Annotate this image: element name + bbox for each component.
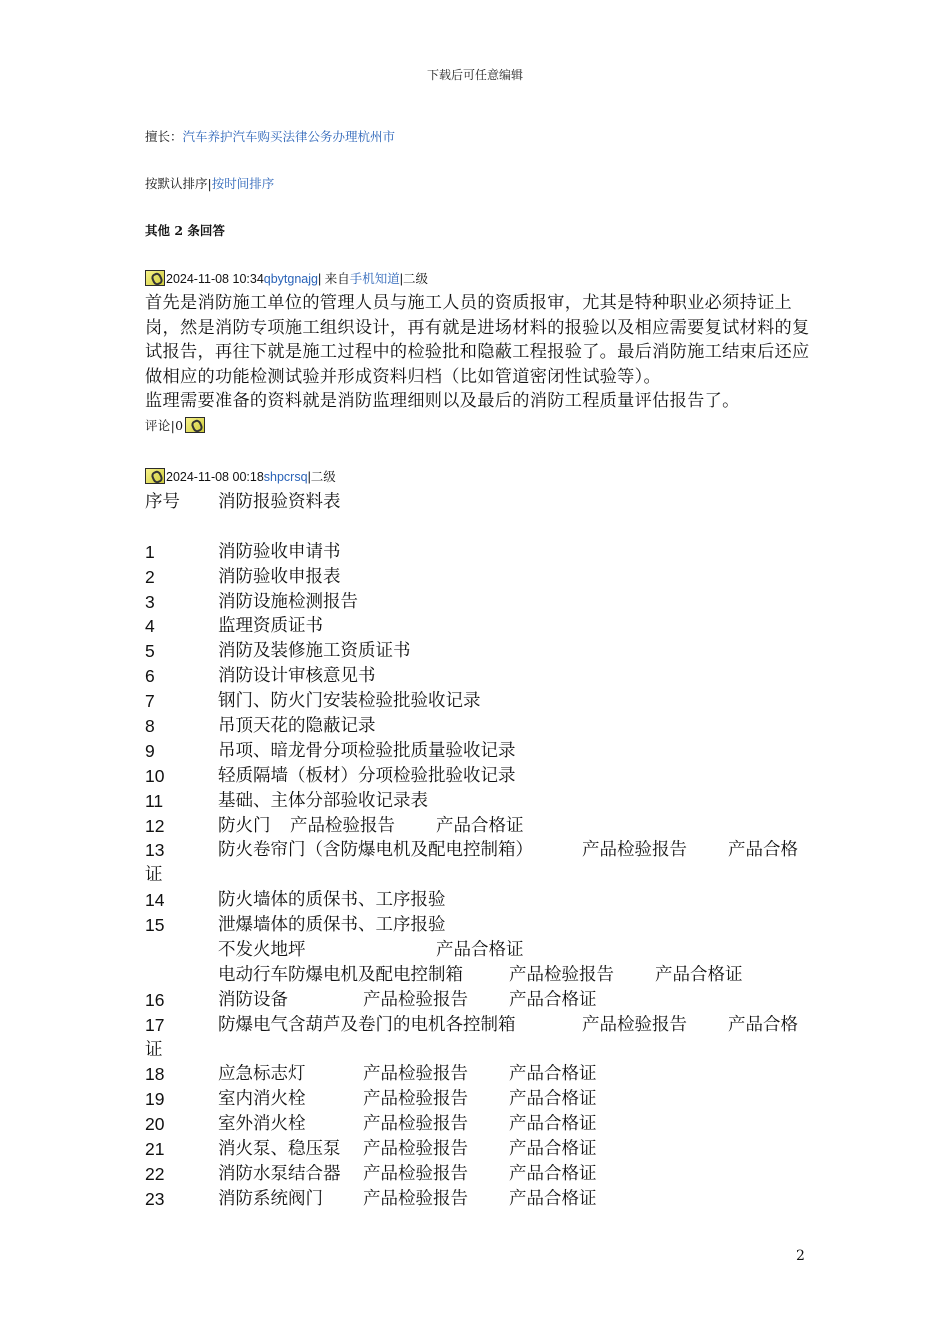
table-row [145, 789, 815, 814]
row-report: 产品检验报告 [582, 840, 687, 861]
row-item: 钢门、防火门安装检验批验收记录 [218, 691, 481, 712]
sort-by-time-link[interactable]: 按时间排序 [211, 176, 275, 191]
row-number: 10 [145, 765, 165, 786]
fire-inspection-table [145, 490, 815, 1212]
answer2-user-link[interactable]: shpcrsq [263, 470, 308, 484]
answer1-from-label: | 来自 [318, 272, 350, 286]
comment-link[interactable]: 评论 [145, 417, 171, 433]
page-header: 下载后可任意编辑 [426, 68, 523, 82]
answer1-level: |二级 [399, 272, 428, 286]
row-number: 2 [145, 566, 155, 587]
row-item: 防火门 [218, 815, 271, 836]
row-number: 18 [145, 1064, 165, 1085]
row-item: 基础、主体分部验收记录表 [218, 790, 428, 811]
row-number: 7 [145, 691, 155, 712]
row-item: 监理资质证书 [218, 616, 323, 637]
table-spacer [145, 515, 815, 540]
row-wrap-continuation: 证 [145, 865, 163, 886]
row-certificate: 产品合格证 [509, 1164, 597, 1185]
row-number: 5 [145, 641, 155, 662]
answer1-body [145, 291, 815, 438]
row-item: 电动行车防爆电机及配电控制箱 [218, 964, 463, 985]
row-item: 防火墙体的质保书、工序报验 [218, 890, 446, 911]
row-item: 消防及装修施工资质证书 [218, 641, 411, 662]
row-item: 消火泵、稳压泵 [218, 1139, 341, 1160]
row-number: 12 [145, 815, 165, 836]
table-row [145, 739, 815, 764]
row-report: 产品检验报告 [363, 989, 468, 1010]
row-report: 产品检验报告 [363, 1164, 468, 1185]
answer2-datetime: 2024-11-08 00:18 [166, 470, 264, 484]
row-certificate: 产品合格证 [509, 1089, 597, 1110]
row-certificate: 产品合格 [728, 1014, 798, 1035]
table-row [145, 540, 815, 565]
table-row [145, 1062, 815, 1087]
answer2-meta [145, 467, 336, 485]
answer1-source-link[interactable]: 手机知道 [349, 272, 400, 286]
answer1-paragraph-2: 监理需要准备的资料就是消防监理细则以及最后的消防工程质量评估报告了。 [145, 391, 740, 411]
table-row [145, 1162, 815, 1187]
row-report: 产品检验报告 [290, 815, 395, 836]
row-report: 产品检验报告 [363, 1139, 468, 1160]
row-certificate: 产品合格证 [509, 1064, 597, 1085]
answer1-datetime: 2024-11-08 10:34 [166, 272, 264, 286]
row-number: 16 [145, 989, 165, 1010]
user-avatar-icon [145, 270, 165, 286]
row-report: 产品检验报告 [582, 1014, 687, 1035]
table-row [145, 590, 815, 615]
table-row [145, 1087, 815, 1112]
table-row [145, 938, 815, 963]
row-number: 13 [145, 840, 165, 861]
row-report: 产品检验报告 [363, 1188, 468, 1209]
comment-thumb-icon[interactable] [185, 417, 205, 433]
page-number: 2 [796, 1248, 805, 1264]
table-row [145, 664, 815, 689]
comment-count: |0 [170, 417, 184, 433]
table-row [145, 689, 815, 714]
user-avatar-icon [145, 468, 165, 484]
row-certificate: 产品合格 [728, 840, 798, 861]
row-report: 产品检验报告 [363, 1064, 468, 1085]
row-number: 8 [145, 716, 155, 737]
row-certificate: 产品合格证 [509, 1139, 597, 1160]
row-item: 应急标志灯 [218, 1064, 306, 1085]
table-row [145, 565, 815, 590]
header-no: 序号 [145, 492, 180, 512]
table-row [145, 1187, 815, 1212]
header-title: 消防报验资料表 [218, 492, 341, 512]
row-item: 防爆电气含葫芦及卷门的电机各控制箱 [218, 1014, 516, 1035]
row-number: 20 [145, 1114, 165, 1135]
table-row [145, 714, 815, 739]
row-wrap-continuation: 证 [145, 1039, 163, 1060]
row-item: 消防水泵结合器 [218, 1164, 341, 1185]
row-report: 产品检验报告 [509, 964, 614, 985]
row-item: 吊项、暗龙骨分项检验批质量验收记录 [218, 740, 516, 761]
row-number: 17 [145, 1014, 165, 1035]
row-number: 6 [145, 666, 155, 687]
row-item: 消防设施检测报告 [218, 591, 358, 612]
row-report: 产品合格证 [436, 940, 524, 961]
row-item: 消防系统阀门 [218, 1188, 323, 1209]
row-certificate: 产品合格证 [509, 1114, 597, 1135]
row-item: 不发火地坪 [218, 940, 306, 961]
other-answers-heading: 其他 2 条回答 [145, 223, 225, 238]
row-item: 消防验收申报表 [218, 566, 341, 587]
sort-default[interactable]: 按默认排序 [145, 176, 208, 191]
row-number: 19 [145, 1089, 165, 1110]
table-row [145, 1013, 815, 1038]
row-certificate: 产品合格证 [509, 1188, 597, 1209]
row-item: 泄爆墙体的质保书、工序报验 [218, 915, 446, 936]
answer1-paragraph-1: 首先是消防施工单位的管理人员与施工人员的资质报审，尤其是特种职业必须持证上岗，然是消防专项施工组织设计，再有就是进场材料的报验以及相应需要复试材料的复试报告，再往下就是施工过程中的检验批和隐蔽工程报验了。最后消防施工结束后还应做相应的功能检测试验并形成资料归档（比如管道密闭性试验等）。 [145, 293, 810, 387]
table-row [145, 814, 815, 839]
row-number: 9 [145, 740, 155, 761]
table-row [145, 888, 815, 913]
table-row [145, 614, 815, 639]
table-row [145, 988, 815, 1013]
expertise-line [145, 129, 395, 145]
table-rows [145, 540, 815, 1212]
table-row [145, 913, 815, 938]
answer1-meta [145, 269, 428, 287]
row-item: 消防验收申请书 [218, 541, 341, 562]
row-number: 14 [145, 890, 165, 911]
row-item: 消防设计审核意见书 [218, 666, 376, 687]
row-certificate: 产品合格证 [655, 964, 743, 985]
answer2-level: |二级 [307, 470, 336, 484]
row-number: 21 [145, 1139, 165, 1160]
row-item: 室内消火栓 [218, 1089, 306, 1110]
row-item: 防火卷帘门（含防爆电机及配电控制箱） [218, 840, 533, 861]
row-certificate: 产品合格证 [436, 815, 524, 836]
row-item: 轻质隔墙（板材）分项检验批验收记录 [218, 765, 516, 786]
row-item: 吊顶天花的隐蔽记录 [218, 716, 376, 737]
row-number: 23 [145, 1188, 165, 1209]
expertise-label: 擅长： [145, 129, 183, 144]
expertise-topics-link[interactable]: 汽车养护汽车购买法律公务办理杭州市 [182, 129, 396, 144]
sort-separator: | [207, 176, 212, 191]
answer1-comment-line [145, 414, 815, 439]
row-number: 22 [145, 1164, 165, 1185]
row-number: 11 [145, 790, 164, 811]
row-number: 4 [145, 616, 155, 637]
row-number: 15 [145, 915, 165, 936]
row-item: 室外消火栓 [218, 1114, 306, 1135]
row-number: 3 [145, 591, 155, 612]
table-row [145, 1112, 815, 1137]
table-header-row [145, 490, 815, 515]
table-row [145, 963, 815, 988]
row-report: 产品检验报告 [363, 1114, 468, 1135]
table-row [145, 639, 815, 664]
row-certificate: 产品合格证 [509, 989, 597, 1010]
row-report: 产品检验报告 [363, 1089, 468, 1110]
answer1-user-link[interactable]: qbytgnajg [263, 272, 318, 286]
table-row [145, 838, 815, 863]
sort-options [145, 176, 274, 192]
table-row [145, 764, 815, 789]
table-row [145, 1137, 815, 1162]
row-number: 1 [145, 541, 155, 562]
row-item: 消防设备 [218, 989, 288, 1010]
